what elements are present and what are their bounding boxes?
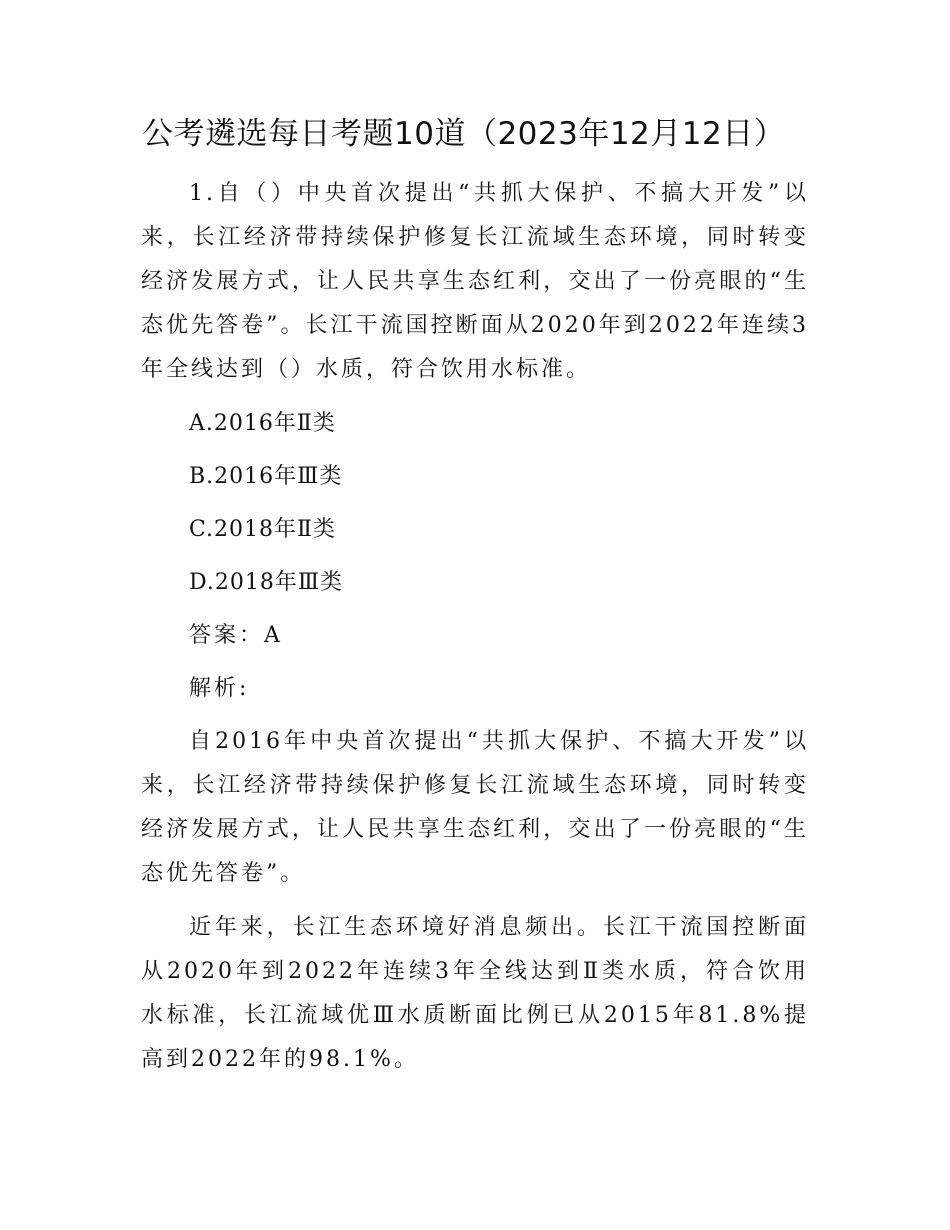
option-a: A.2016年Ⅱ类 xyxy=(189,411,336,436)
page-title: 公考遴选每日考题10道（2023年12月12日） xyxy=(142,116,786,152)
analysis-paragraph-1: 自2016年中央首次提出“共抓大保护、不搞大开发”以来，长江经济带持续保护修复长江流域生态环境，同时转变经济发展方式，让人民共享生态红利，交出了一份亮眼的“生态优先答卷”。 xyxy=(141,729,809,886)
analysis-paragraph-2: 近年来，长江生态环境好消息频出。长江干流国控断面从2020年到2022年连续3年全线达到Ⅱ类水质，符合饮用水标准，长江流域优Ⅲ水质断面比例已从2015年81.8%提高到2022年的98.1%。 xyxy=(141,915,809,1072)
question-text: 1.自（）中央首次提出“共抓大保护、不搞大开发”以来，长江经济带持续保护修复长江流域生态环境，同时转变经济发展方式，让人民共享生态红利，交出了一份亮眼的“生态优先答卷”。长江干流国控断面从2020年到2022年连续3年全线达到（）水质，符合饮用水标准。 xyxy=(141,181,809,382)
document-body xyxy=(141,172,809,1092)
analysis-label: 解析: xyxy=(189,676,250,701)
option-c: C.2018年Ⅱ类 xyxy=(189,517,336,542)
answer: 答案：A xyxy=(189,623,283,648)
option-d: D.2018年Ⅲ类 xyxy=(189,570,344,595)
option-b: B.2016年Ⅲ类 xyxy=(189,464,343,489)
